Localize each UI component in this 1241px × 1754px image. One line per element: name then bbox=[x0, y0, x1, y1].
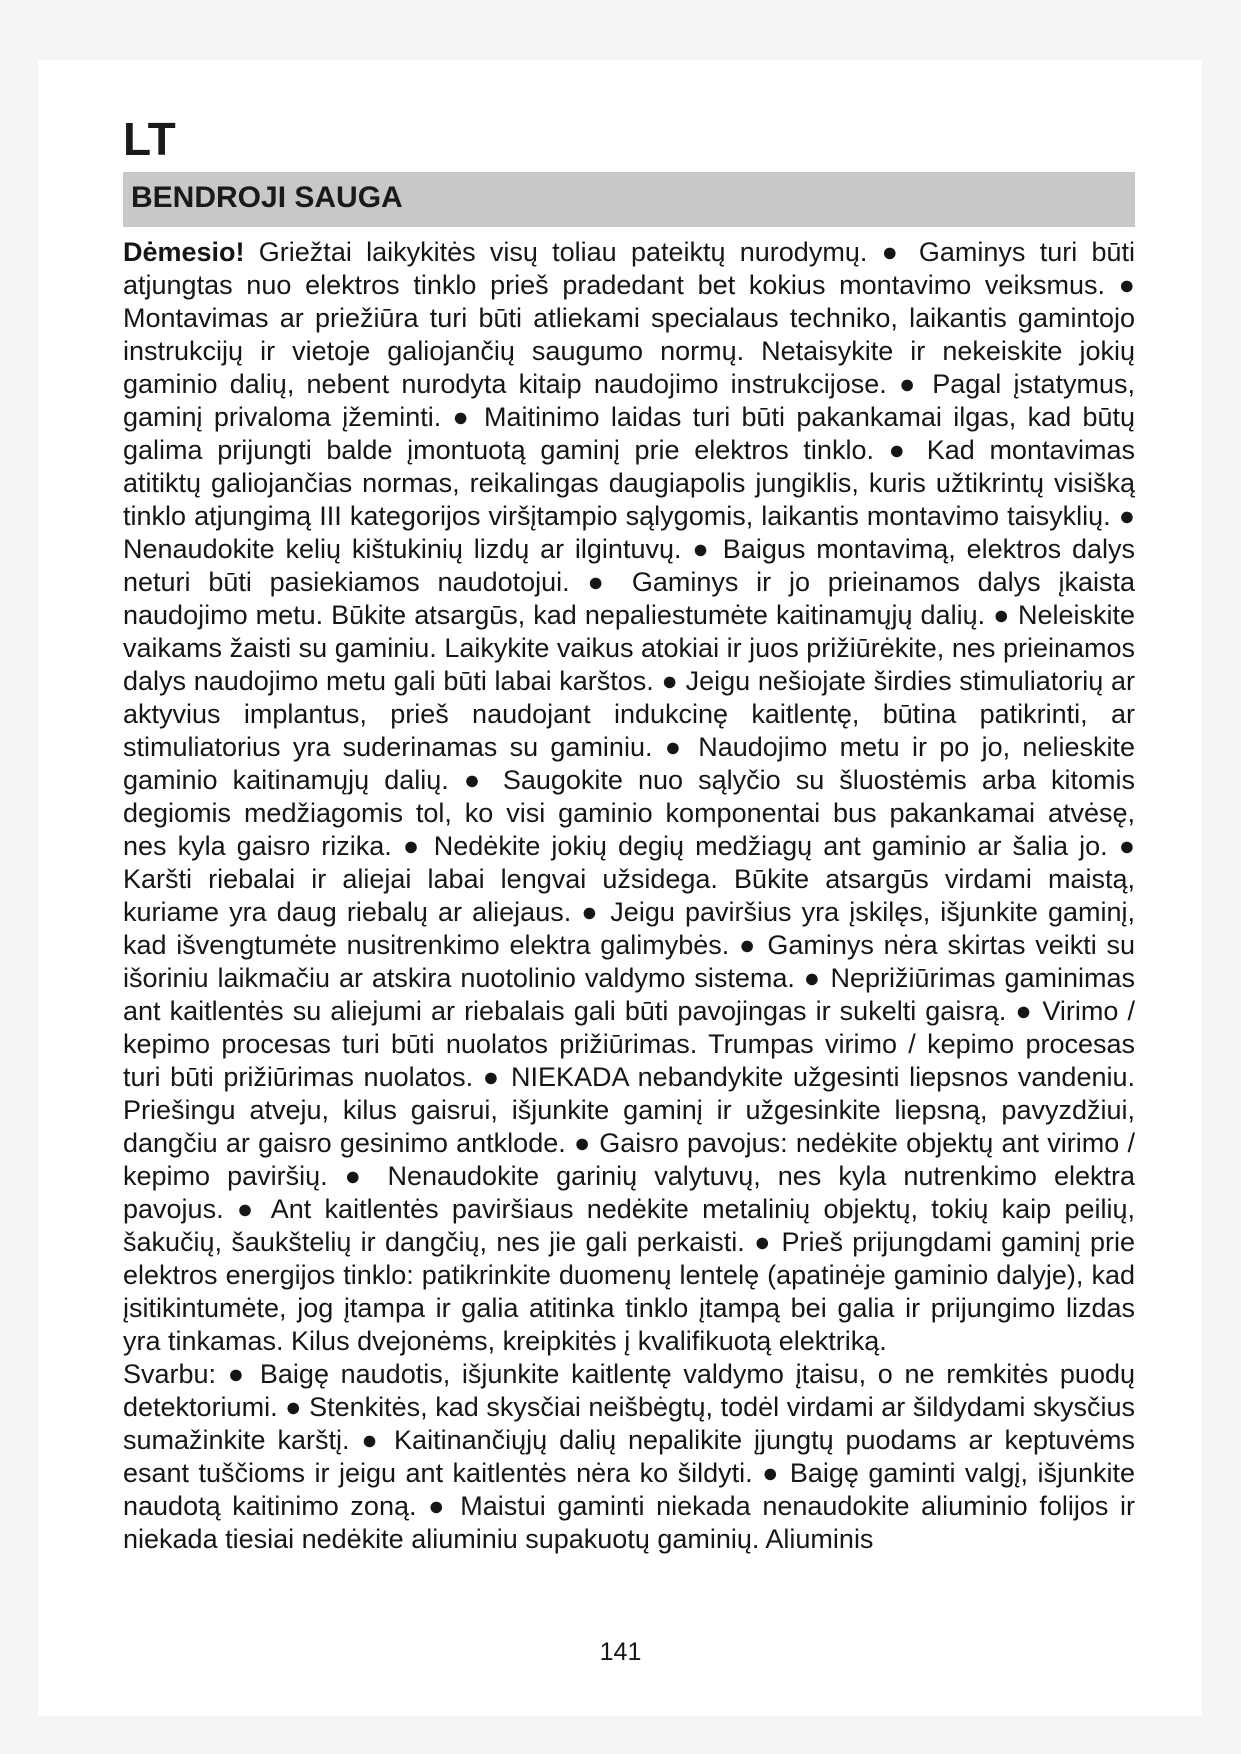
page-number: 141 bbox=[599, 1638, 642, 1666]
body-text bbox=[123, 236, 1135, 1556]
important-paragraph: Svarbu: ● Baigę naudotis, išjunkite kaitlentę valdymo įtaisu, o ne remkitės puodų detektoriumi. ● Stenkitės, kad skysčiai neišbėgtų, todėl virdami ar šildydami skysčius sumažinkite karštį. ● Kaitinančiųjų dalių nepalikite įjungtų puodams ar keptuvėms esant tuščioms ir jeigu ant kaitlentės nėra ko šildyti. ● Baigę gaminti valgį, išjunkite naudotą kaitinimo zoną. ● Maistui gaminti niekada nenaudokite aliuminio folijos ir niekada tiesiai nedėkite aliuminiu supakuotų gaminių. Aliuminis bbox=[123, 1359, 1135, 1554]
safety-instructions-text: Griežtai laikykitės visų toliau pateiktų nurodymų. ● Gaminys turi būti atjungtas nuo elektros tinklo prieš pradedant bet kokius montavimo veiksmus. ● Montavimas ar priežiūra turi būti atliekami specialaus techniko, laikantis gamintojo instrukcijų ir vietoje galiojančių saugumo normų. Netaisykite ir nekeiskite jokių gaminio dalių, nebent nurodyta kitaip naudojimo instrukcijose. ● Pagal įstatymus, gaminį privaloma įžeminti. ● Maitinimo laidas turi būti pakankamai ilgas, kad būtų galima prijungti balde įmontuotą gaminį prie elektros tinklo. ● Kad montavimas atitiktų galiojančias normas, reikalingas daugiapolis jungiklis, kuris užtikrintų visišką tinklo atjungimą III kategorijos viršįtampio sąlygomis, laikantis montavimo taisyklių. ● Nenaudokite kelių kištukinių lizdų ar ilgintuvų. ● Baigus montavimą, elektros dalys neturi būti pasiekiamos naudotojui. ● Gaminys ir jo prieinamos dalys įkaista naudojimo metu. Būkite atsargūs, kad nepaliestumėte kaitinamųjų dalių. ● Neleiskite vaikams žaisti su gaminiu. Laikykite vaikus atokiai ir juos prižiūrėkite, nes prieinamos dalys naudojimo metu gali būti labai karštos. ● Jeigu nešiojate širdies stimuliatorių ar aktyvius implantus, prieš naudojant indukcinę kaitlentę, būtina patikrinti, ar stimuliatorius yra suderinamas su gaminiu. ● Naudojimo metu ir po jo, nelieskite gaminio kaitinamųjų dalių. ● Saugokite nuo sąlyčio su šluostėmis arba kitomis degiomis medžiagomis tol, ko visi gaminio komponentai bus pakankamai atvėsę, nes kyla gaisro rizika. ● Nedėkite jokių degių medžiagų ant gaminio ar šalia jo. ● Karšti riebalai ir aliejai labai lengvai užsidega. Būkite atsargūs virdami maistą, kuriame yra daug riebalų ar aliejaus. ● Jeigu paviršius yra įskilęs, išjunkite gaminį, kad išvengtumėte nusitrenkimo elektra galimybės. ● Gaminys nėra skirtas veikti su išoriniu laikmačiu ar atskira nuotolinio valdymo sistema. ● Neprižiūrimas gaminimas ant kaitlentės su aliejumi ar riebalais gali būti pavojingas ir sukelti gaisrą. ● Virimo / kepimo procesas turi būti nuolatos prižiūrimas. Trumpas virimo / kepimo procesas turi būti prižiūrimas nuolatos. ● NIEKADA nebandykite užgesinti liepsnos vandeniu. Priešingu atveju, kilus gaisrui, išjunkite gaminį ir užgesinkite liepsną, pavyzdžiui, dangčiu ar gaisro gesinimo antklode. ● Gaisro pavojus: nedėkite objektų ant virimo / kepimo paviršių. ● Nenaudokite garinių valytuvų, nes kyla nutrenkimo elektra pavojus. ● Ant kaitlentės paviršiaus nedėkite metalinių objektų, tokių kaip peilių, šakučių, šaukštelių ir dangčių, nes jie gali perkaisti. ● Prieš prijungdami gaminį prie elektros energijos tinklo: patikrinkite duomenų lentelę (apatinėje gaminio dalyje), kad įsitikintumėte, jog įtampa ir galia atitinka tinklo įtampą bei galia ir prijungimo lizdas yra tinkamas. Kilus dvejonėms, kreipkitės į kvalifikuotą elektriką. bbox=[123, 237, 1135, 1356]
safety-paragraph bbox=[123, 236, 1135, 1358]
section-title: BENDROJI SAUGA bbox=[131, 181, 403, 214]
language-code: LT bbox=[123, 113, 176, 165]
warning-lead: Dėmesio! bbox=[123, 237, 245, 267]
section-header bbox=[123, 172, 1135, 227]
